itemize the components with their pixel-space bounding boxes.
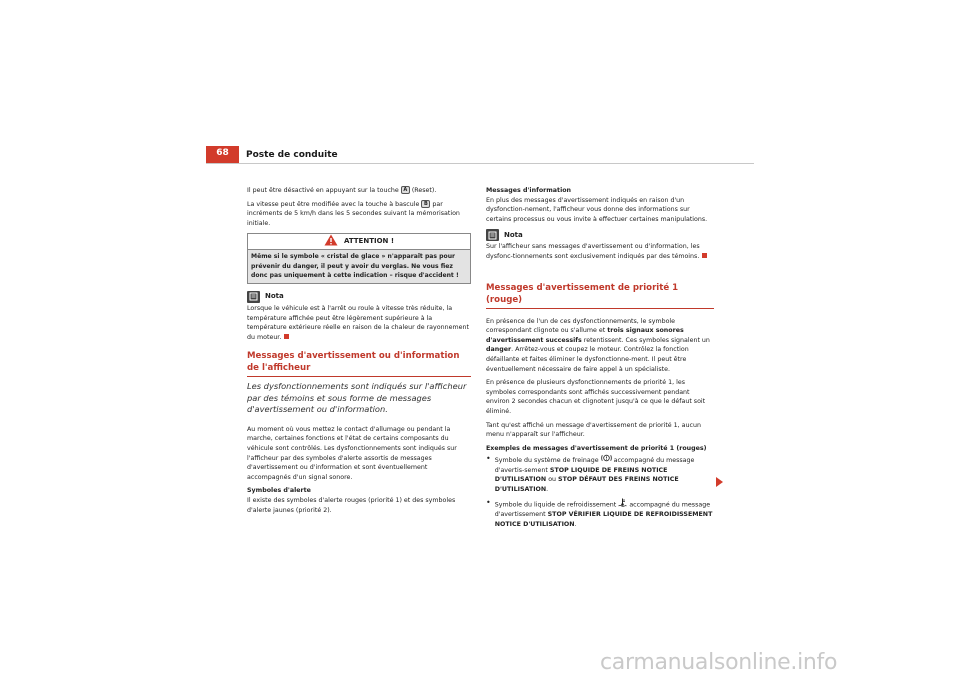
brake-system-icon [601,454,612,466]
warning-text: Même si le symbole « cristal de glace » n'apparaît pas pour prévenir du danger, il peut y avoir du verglas. Ne vous fiez donc pas uniquement à cette indication – risque d'accident ! [251,253,459,279]
priority1-paragraph-1: En présence de l'un de ces dysfonctionnements, le symbole correspondant clignote ou s'allume et trois signaux sonores d'avertissement successifs retentissent. Ces symboles signalent un danger. Arrêtez-vous et coupez le moteur. Contrôlez la fonction défaillante et faites éliminer le dysfonctionne-ment. Il peut être éventuellement nécessaire de faire appel à un spécialiste. [486,317,710,373]
note-title: Nota [265,292,284,301]
right-column [486,186,714,532]
bullet-icon: • [486,497,491,507]
note-icon [247,291,260,303]
examples-title: Exemples de messages d'avertissement de priorité 1 (rouges) [486,444,707,452]
list-item: • Symbole du système de freinage accompagné du message d'avertis-sement STOP LIQUIDE DE FREINS NOTICE D'UTILISATION ou STOP DÉFAUT DES FREINS NOTICE D'UTILISATION. [486,454,695,494]
speed-paragraph: La vitesse peut être modifiée avec la touche à bascule B par incréments de 5 km/h dans les 5 secondes suivant la mémorisation initiale. [247,200,460,227]
note-icon [486,229,499,241]
info-messages-text: En plus des messages d'avertissement indiqués en raison d'un dysfonction-nement, l'afficheur vous donne des informations sur certains processus ou vous invite à effectuer certaines manipulations. [486,196,708,223]
list-item: • Symbole du liquide de refroidissement accompagné du message d'avertissement STOP VÉRIFIER LIQUIDE DE REFROIDISSEMENT NOTICE D'UTILISATION. [486,497,713,528]
warning-triangle-icon [324,234,338,250]
page-header-title: Poste de conduite [246,150,338,160]
page-number: 68 [216,148,229,158]
note-title-right: Nota [504,230,523,239]
header-divider [206,163,754,164]
note-paragraph: Lorsque le véhicule est à l'arrêt ou roule à vitesse très réduite, la température affichée peut être légèrement supérieure à la température extérieure réelle en raison de la chaleur de rayonnement du moteur. [247,304,469,341]
end-of-section-icon [284,334,289,339]
coolant-icon [618,498,627,511]
priority1-paragraph-2: En présence de plusieurs dysfonctionnements de priorité 1, les symboles correspondants sont affichés successivement pendant environ 2 secondes chacun et clignotent jusqu'à ce que le défaut soit éliminé. [486,379,706,415]
alert-symbols-title: Symboles d'alerte [247,487,311,495]
priority1-paragraph-3: Tant qu'est affiché un message d'avertissement de priorité 1, aucun menu n'apparaît sur l'afficheur. [486,421,701,439]
info-messages-title: Messages d'information [486,187,572,194]
reset-paragraph: Il peut être désactivé en appuyant sur la touche A (Reset). [247,187,437,194]
end-of-section-icon [702,253,707,258]
bullet-icon: • [486,454,491,464]
alert-symbols-text: Il existe des symboles d'alerte rouges (priorité 1) et des symboles d'alerte jaunes (priorité 2). [247,497,456,514]
left-column [247,186,471,519]
note-paragraph-right: Sur l'afficheur sans messages d'avertissement ou d'information, les dysfonc-tionnements sont exclusivement indiqués par des témoins. [486,242,714,261]
note-header-right [486,228,714,242]
note-header [247,290,471,304]
warning-title: ATTENTION ! [343,237,395,246]
section-lead: Les dysfonctionnements sont indiqués sur l'afficheur par des témoins et sous forme de messages d'avertissement ou d'information. [247,381,467,415]
watermark: carmanualsonline.info [600,650,838,675]
warning-header [248,234,470,250]
key-b-icon: B [421,200,430,208]
section-body: Au moment où vous mettez le contact d'allumage ou pendant la marche, certaines fonctions et l'état de certains composants du véhicule sont contrôlés. Les dysfonctionnements sont indiqués sur l'afficheur par des symboles d'alerte assortis de messages d'avertissement ou d'information et sont éventuellement accompagnés d'un signal sonore. [247,425,457,481]
section-title-priority1: Messages d'avertissement de priorité 1 (rouge) [486,282,714,309]
section-title-messages: Messages d'avertissement ou d'information de l'afficheur [247,350,471,377]
warning-box [247,233,471,284]
next-page-arrow-icon [716,477,723,487]
key-a-icon: A [401,186,410,194]
